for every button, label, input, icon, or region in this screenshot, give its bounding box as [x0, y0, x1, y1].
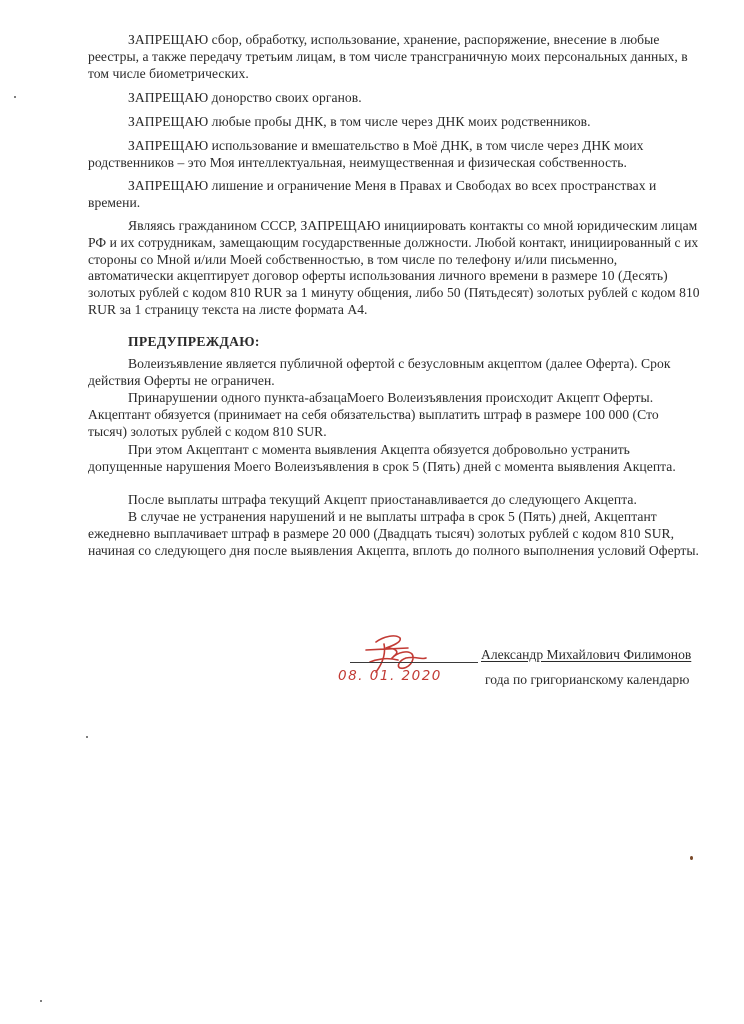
- prohibition-paragraph: ЗАПРЕЩАЮ сбор, обработку, использование, хранение, распоряжение, внесение в любые реестры, а также передачу третьим лицам, в том числе трансграничную моих персональных данных, в том числе биометрических.: [88, 32, 688, 81]
- prohibition-paragraph: ЗАПРЕЩАЮ лишение и ограничение Меня в Правах и Свободах во всех пространствах и времени.: [88, 178, 657, 210]
- contact-prohibition-paragraph: Являясь гражданином СССР, ЗАПРЕЩАЮ инициировать контакты со мной юридическим лицам РФ и их сотрудникам, замещающим государственные должности. Любой контакт, инициированный с их стороны со Мной и/или Моей собственностью, в том числе по телефону и/или письменно, автоматически акцептирует договор оферты использования личного времени в размере 10 (Десять) золотых рублей с кодом 810 RUR за 1 минуту общения, либо 50 (Пятьдесят) золотых рублей с кодом 810 RUR за 1 страницу текста на листе формата А4.: [88, 218, 700, 317]
- prohibition-paragraph: ЗАПРЕЩАЮ использование и вмешательство в Моё ДНК, в том числе через ДНК моих родственников – это Моя интеллектуальная, неимущественная и физическая собственность.: [88, 138, 644, 170]
- warning-paragraph: Волеизъявление является публичной офертой с безусловным акцептом (далее Оферта). Срок действия Оферты не ограничен.: [88, 356, 671, 388]
- scan-speck: [14, 96, 16, 98]
- prohibition-paragraph: ЗАПРЕЩАЮ любые пробы ДНК, в том числе через ДНК моих родственников.: [128, 114, 591, 129]
- prohibition-paragraph: ЗАПРЕЩАЮ донорство своих органов.: [128, 90, 362, 105]
- scan-speck: [86, 736, 88, 738]
- warning-paragraph: При этом Акцептант с момента выявления Акцепта обязуется добровольно устранить допущенные нарушения Моего Волеизъявления в срок 5 (Пять) дней с момента выявления Акцепта.: [88, 442, 676, 474]
- signature-line: [350, 662, 478, 663]
- calendar-note: года по григорианскому календарю: [485, 672, 690, 687]
- warning-paragraph: После выплаты штрафа текущий Акцепт приостанавливается до следующего Акцепта.: [128, 492, 637, 507]
- handwritten-date: 08. 01. 2020: [338, 668, 442, 684]
- warning-paragraph: Принарушении одного пункта-абзацаМоего Волеизъявления происходит Акцепт Оферты. Акцептант обязуется (принимает на себя обязательства) выплатить штраф в размере 100 000 (Сто тысяч) золотых рублей с кодом 810 SUR.: [88, 390, 659, 439]
- scan-speck: [40, 1000, 42, 1002]
- warning-paragraph: В случае не устранения нарушений и не выплаты штрафа в срок 5 (Пять) дней, Акцептант ежедневно выплачивает штраф в размере 20 000 (Двадцать тысяч) золотых рублей с кодом 810 SUR, начиная со следующего дня после выявления Акцепта, вплоть до полного выполнения условий Оферты.: [88, 509, 699, 558]
- scan-speck: [690, 856, 693, 860]
- warning-heading: ПРЕДУПРЕЖДАЮ:: [128, 334, 260, 349]
- signer-name: Александр Михайлович Филимонов: [481, 647, 692, 662]
